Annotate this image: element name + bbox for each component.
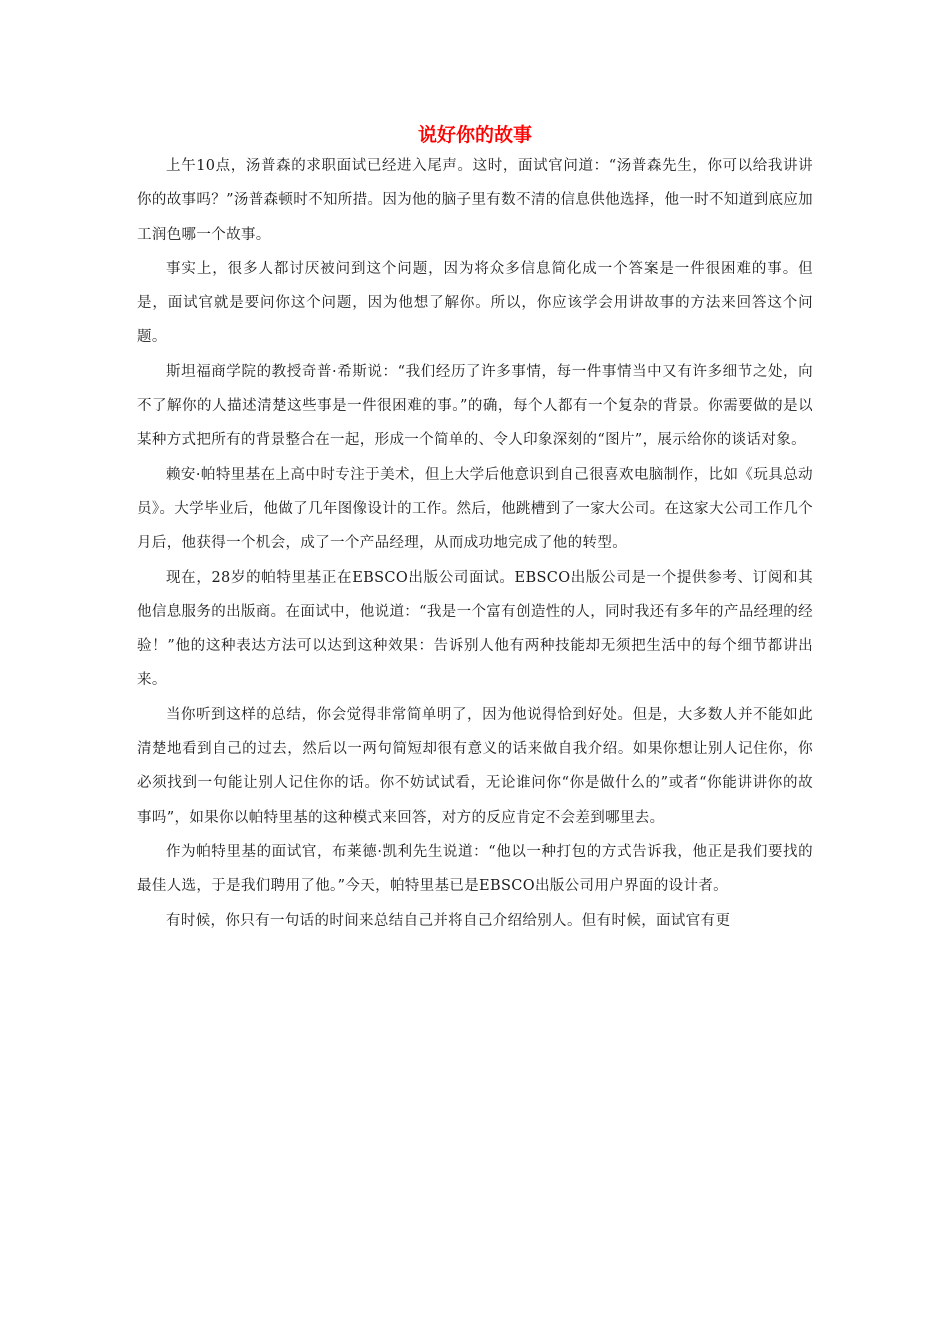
paragraph: 斯坦福商学院的教授奇普·希斯说：“我们经历了许多事情，每一件事情当中又有许多细节之处，向不了解你的人描述清楚这些事是一件很困难的事。”的确，每个人都有一个复杂的背景。你需要做的是以某种方式把所有的背景整合在一起，形成一个简单的、令人印象深刻的“图片”，展示给你的谈话对象。 <box>137 363 813 449</box>
document-body <box>137 149 813 938</box>
paragraph: 赖安·帕特里基在上高中时专注于美术，但上大学后他意识到自己很喜欢电脑制作，比如《玩具总动员》。大学毕业后，他做了几年图像设计的工作。然后，他跳槽到了一家大公司。在这家大公司工作几个月后，他获得一个机会，成了一个产品经理，从而成功地完成了他的转型。 <box>137 466 813 552</box>
paragraph: 事实上，很多人都讨厌被问到这个问题，因为将众多信息简化成一个答案是一件很困难的事。但是，面试官就是要问你这个问题，因为他想了解你。所以，你应该学会用讲故事的方法来回答这个问题。 <box>137 260 813 346</box>
paragraph: 作为帕特里基的面试官，布莱德·凯利先生说道：“他以一种打包的方式告诉我，他正是我们要找的最佳人选，于是我们聘用了他。”今天，帕特里基已是EBSCO出版公司用户界面的设计者。 <box>137 843 813 895</box>
paragraph: 上午10点，汤普森的求职面试已经进入尾声。这时，面试官问道：“汤普森先生，你可以给我讲讲你的故事吗？”汤普森顿时不知所措。因为他的脑子里有数不清的信息供他选择，他一时不知道到底应加工润色哪一个故事。 <box>137 158 814 243</box>
paragraph: 有时候，你只有一句话的时间来总结自己并将自己介绍给别人。但有时候，面试官有更 <box>166 912 731 929</box>
document-title: 说好你的故事 <box>417 124 532 146</box>
paragraph: 当你听到这样的总结，你会觉得非常简单明了，因为他说得恰到好处。但是，大多数人并不能如此清楚地看到自己的过去，然后以一两句简短却很有意义的话来做自我介绍。如果你想让别人记住你，你必须找到一句能让别人记住你的话。你不妨试试看，无论谁问你“你是做什么的”或者“你能讲讲你的故事吗”，如果你以帕特里基的这种模式来回答，对方的反应肯定不会差到哪里去。 <box>137 706 813 826</box>
paragraph: 现在，28岁的帕特里基正在EBSCO出版公司面试。EBSCO出版公司是一个提供参考、订阅和其他信息服务的出版商。在面试中，他说道：“我是一个富有创造性的人，同时我还有多年的产品经理的经验！”他的这种表达方法可以达到这种效果：告诉别人他有两种技能却无须把生活中的每个细节都讲出来。 <box>137 569 814 689</box>
